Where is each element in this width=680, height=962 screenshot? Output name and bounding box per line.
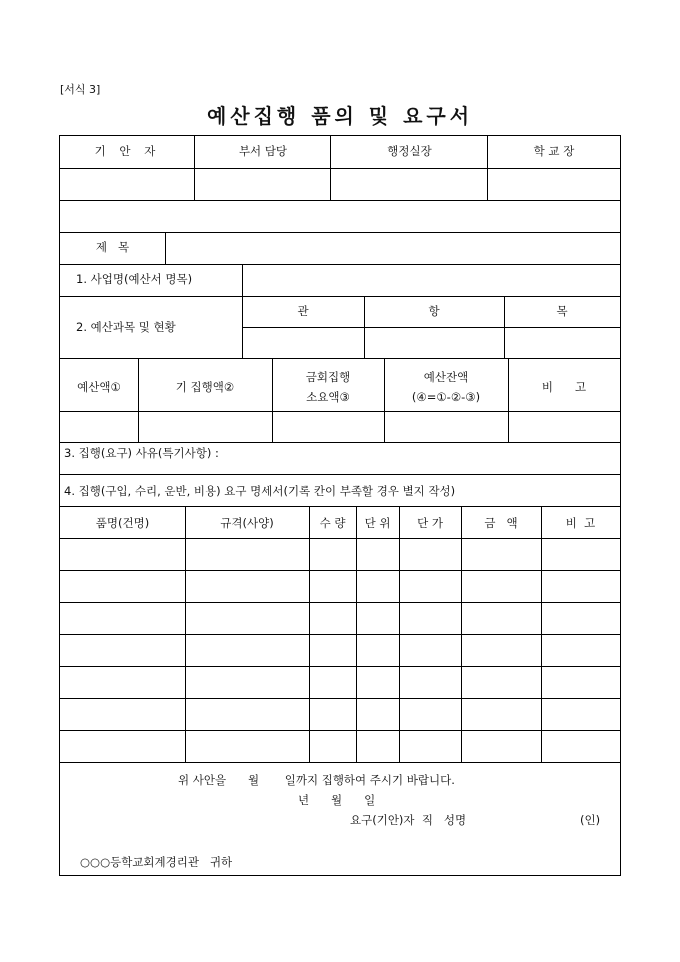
quantity-header: 수 량 bbox=[319, 516, 346, 530]
requester-line: 요구(기안)자 직 성명 bbox=[350, 813, 467, 827]
request-sentence: 위 사안을 월 일까지 집행하여 주시기 바랍니다. bbox=[178, 773, 455, 787]
drafter-label: 기 안 자 bbox=[94, 144, 161, 158]
amount-remark-header: 비 고 bbox=[541, 380, 587, 394]
addressee: ○○○등학교회계경리관 귀하 bbox=[80, 855, 233, 869]
gwan-header: 관 bbox=[297, 304, 309, 318]
executed-amount-header: 기 집행액② bbox=[175, 380, 235, 394]
mok-header: 목 bbox=[556, 304, 568, 318]
subject-label: 제 목 bbox=[95, 240, 130, 254]
current-amount-header-line1: 금회집행 bbox=[305, 370, 351, 384]
page-title: 예산집행 품의 및 요구서 bbox=[206, 104, 474, 128]
date-line: 년 월 일 bbox=[298, 793, 376, 807]
remaining-budget-header-line1: 예산잔액 bbox=[423, 370, 469, 384]
hang-header: 항 bbox=[428, 304, 440, 318]
current-amount-header-line2: 소요액③ bbox=[306, 390, 350, 404]
form-code: [서식 3] bbox=[60, 83, 101, 96]
item3-label: 3. 집행(요구) 사유(특기사항) : bbox=[64, 446, 219, 460]
item4-label: 4. 집행(구입, 수리, 운반, 비용) 요구 명세서(기록 칸이 부족할 경우 별지 작성) bbox=[64, 484, 456, 498]
seal-mark: (인) bbox=[580, 813, 601, 827]
budget-amount-header: 예산액① bbox=[77, 380, 121, 394]
spec-header: 규격(사양) bbox=[220, 516, 274, 530]
dept-head-label: 부서 담당 bbox=[238, 144, 288, 158]
remaining-budget-header-line2: (④=①-②-③) bbox=[411, 390, 481, 404]
amount-header: 금 액 bbox=[484, 516, 518, 530]
unit-header: 단 위 bbox=[364, 516, 391, 530]
item2-label: 2. 예산과목 및 현황 bbox=[76, 320, 176, 334]
unit-price-header: 단 가 bbox=[417, 516, 443, 530]
admin-chief-label: 행정실장 bbox=[387, 144, 432, 158]
principal-label: 학 교 장 bbox=[533, 144, 575, 158]
item-name-header: 품명(건명) bbox=[95, 516, 150, 530]
budget-request-form bbox=[59, 135, 621, 876]
detail-remark-header: 비 고 bbox=[565, 516, 596, 530]
item1-label: 1. 사업명(예산서 명목) bbox=[76, 272, 193, 286]
